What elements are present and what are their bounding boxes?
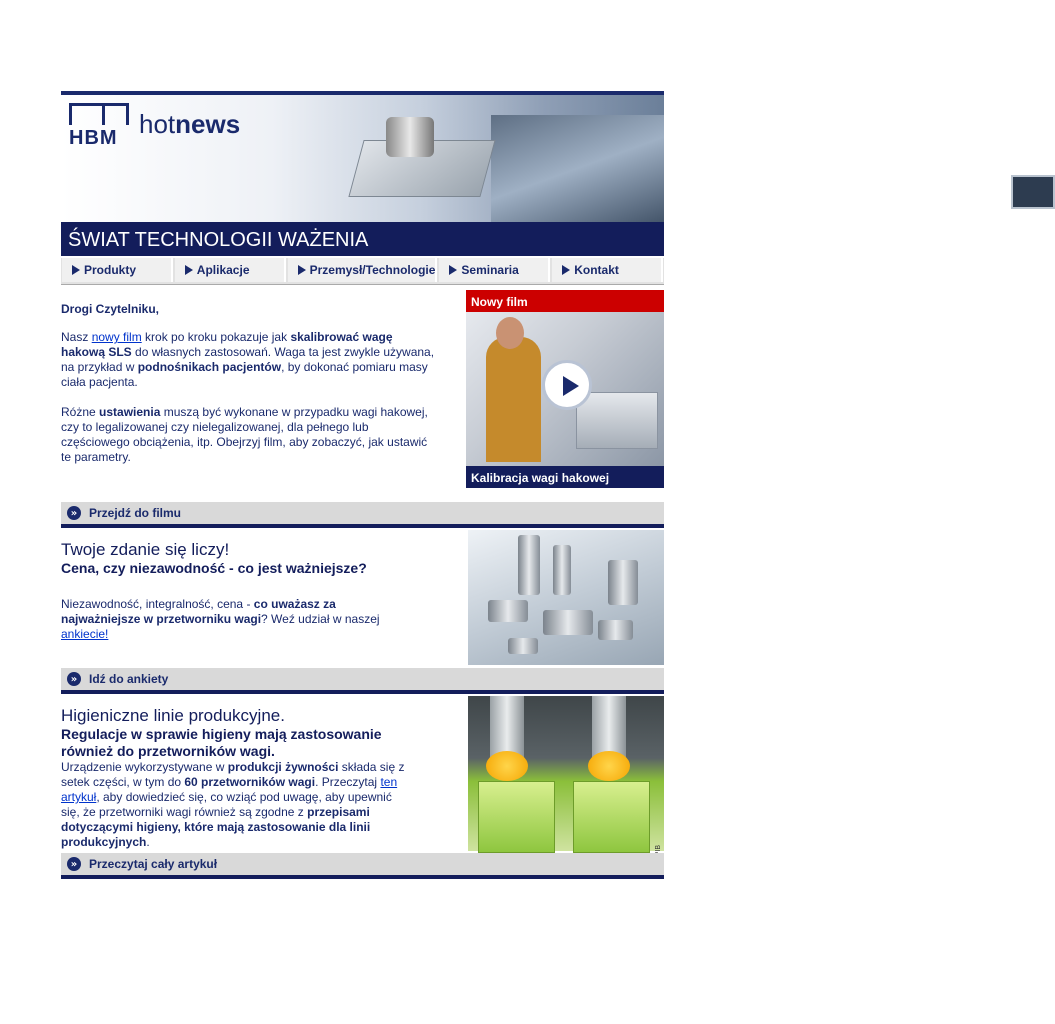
- text-span: Różne: [61, 405, 100, 419]
- nav-item-kontakt[interactable]: [552, 258, 663, 282]
- go-to-survey-bar[interactable]: [61, 668, 664, 694]
- nav-item-aplikacje[interactable]: [175, 258, 286, 282]
- arrow-right-icon: [185, 265, 193, 275]
- load-cell-image: [488, 600, 528, 622]
- video-box: [466, 290, 664, 488]
- load-cell-image: [543, 610, 593, 635]
- pouch-image: [478, 781, 555, 853]
- load-cell-image: [508, 638, 538, 654]
- intro-paragraph-2: [61, 405, 436, 465]
- double-chevron-icon: »: [67, 672, 81, 686]
- text-span: muszą być wykonane w przypadku wagi hakowej, czy to legalizowanej czy nielegalizowanej, dla pełnego lub częściowego obciążenia, itp. Obejrzyj film, aby zobaczyć, jak ustawić te parametry.: [61, 405, 428, 464]
- read-article-button[interactable]: [61, 853, 664, 879]
- nav-item-przemysl[interactable]: [288, 258, 438, 282]
- intro-section: [61, 290, 664, 490]
- hygiene-subtitle: Regulacje w sprawie higieny mają zastosowanie również do przetworników wagi.: [61, 726, 382, 759]
- juice-stream-image: [588, 751, 630, 781]
- text-span: Niezawodność, integralność, cena -: [61, 597, 254, 611]
- greeting: Drogi Czytelniku,: [61, 302, 160, 316]
- video-thumbnail[interactable]: [466, 312, 664, 466]
- header-banner: [61, 95, 664, 222]
- survey-title: Twoje zdanie się liczy!: [61, 540, 230, 559]
- text-span: ? Weź udział w naszej: [261, 612, 380, 626]
- presenter-head-image: [496, 317, 524, 349]
- double-chevron-icon: »: [67, 857, 81, 871]
- play-icon[interactable]: [542, 360, 592, 410]
- nav-item-produkty[interactable]: [62, 258, 173, 282]
- read-article-bar[interactable]: [61, 853, 664, 879]
- text-span: , aby dowiedzieć się, co wziąć pod uwagę, aby upewnić się, że przetworniki wagi również są zgodne z: [61, 790, 392, 819]
- nav-label: Kontakt: [574, 263, 619, 277]
- bold-span: produkcji żywności: [227, 760, 339, 774]
- newsletter-header: [61, 91, 664, 285]
- presenter-image: [486, 337, 541, 462]
- arrow-right-icon: [298, 265, 306, 275]
- nav-item-seminaria[interactable]: [439, 258, 550, 282]
- read-article-label: Przeczytaj cały artykuł: [89, 857, 218, 871]
- intro-paragraph-1: [61, 330, 436, 390]
- go-to-film-label: Przejdź do filmu: [89, 506, 182, 520]
- hotnews-brand: [139, 109, 240, 140]
- nav-label: Aplikacje: [196, 263, 250, 277]
- load-cell-image: [518, 535, 540, 595]
- brand-hot: hot: [139, 109, 176, 139]
- load-cells-photo: [468, 530, 664, 665]
- text-span: . Przeczytaj: [315, 775, 381, 789]
- load-cell-image: [608, 560, 638, 605]
- text-span: Nasz: [61, 330, 92, 344]
- survey-subtitle: Cena, czy niezawodność - co jest ważniejsze?: [61, 560, 367, 576]
- brand-news: news: [175, 109, 241, 139]
- scale-table-image: [576, 392, 658, 449]
- nav-label: Przemysł/Technologie: [309, 263, 436, 277]
- monitor-image: [1011, 175, 1055, 209]
- hygiene-paragraph: [61, 760, 411, 850]
- load-cell-cylinder-image: [386, 117, 434, 157]
- double-chevron-icon: »: [67, 506, 81, 520]
- pouch-image: [573, 781, 650, 853]
- bold-span: ustawienia: [99, 405, 161, 419]
- main-nav: [61, 256, 664, 285]
- arrow-right-icon: [72, 265, 80, 275]
- text-span: do własnych zastosowań. Waga ta jest zwykle używana, na przykład w: [61, 345, 435, 374]
- load-cell-image: [598, 620, 633, 640]
- survey-paragraph: [61, 597, 406, 642]
- arrow-right-icon: [449, 265, 457, 275]
- bold-span: podnośnikach pacjentów: [137, 360, 282, 374]
- go-to-film-button[interactable]: [61, 502, 664, 528]
- new-film-link[interactable]: nowy film: [91, 330, 142, 344]
- hbm-logo[interactable]: [69, 103, 129, 151]
- text-span: krok po kroku pokazuje jak: [141, 330, 291, 344]
- video-caption: Kalibracja wagi hakowej: [466, 466, 664, 488]
- video-box-header: Nowy film: [466, 290, 664, 312]
- survey-section: [61, 530, 664, 665]
- hygiene-section: [61, 696, 664, 851]
- hygiene-title: Higieniczne linie produkcyjne.: [61, 706, 285, 725]
- go-to-survey-button[interactable]: [61, 668, 664, 694]
- food-production-photo: [468, 696, 664, 851]
- hygiene-text: [61, 706, 411, 850]
- text-span: , by dokonać pomiaru masy ciała pacjenta.: [61, 360, 428, 389]
- bold-span: przepisami dotyczącymi higieny, które mają zastosowanie dla linii produkcyjnych: [61, 805, 371, 849]
- page-title: ŚWIAT TECHNOLOGII WAŻENIA: [61, 222, 664, 256]
- go-to-survey-label: Idź do ankiety: [89, 672, 169, 686]
- text-span: .: [146, 835, 150, 849]
- hbm-logo-mark-icon: [69, 103, 129, 125]
- juice-stream-image: [486, 751, 528, 781]
- hbm-logo-text: HBM: [69, 127, 118, 149]
- bold-span: co uważasz za najważniejsze w przetworniku wagi: [61, 597, 336, 626]
- bold-span: skalibrować wagę hakową SLS: [61, 330, 393, 359]
- article-link[interactable]: ten artykuł: [61, 775, 398, 804]
- load-cell-image: [553, 545, 571, 595]
- arrow-right-icon: [562, 265, 570, 275]
- lab-photo: [491, 115, 664, 222]
- nav-label: Produkty: [84, 263, 137, 277]
- nav-label: Seminaria: [461, 263, 519, 277]
- intro-text: [61, 302, 436, 465]
- bold-span: 60 przetworników wagi: [184, 775, 316, 789]
- text-span: Urządzenie wykorzystywane w: [61, 760, 228, 774]
- survey-text: [61, 540, 406, 642]
- survey-link[interactable]: ankiecie!: [61, 627, 109, 641]
- go-to-film-bar[interactable]: [61, 502, 664, 528]
- text-span: składa się z setek części, w tym do: [61, 760, 405, 789]
